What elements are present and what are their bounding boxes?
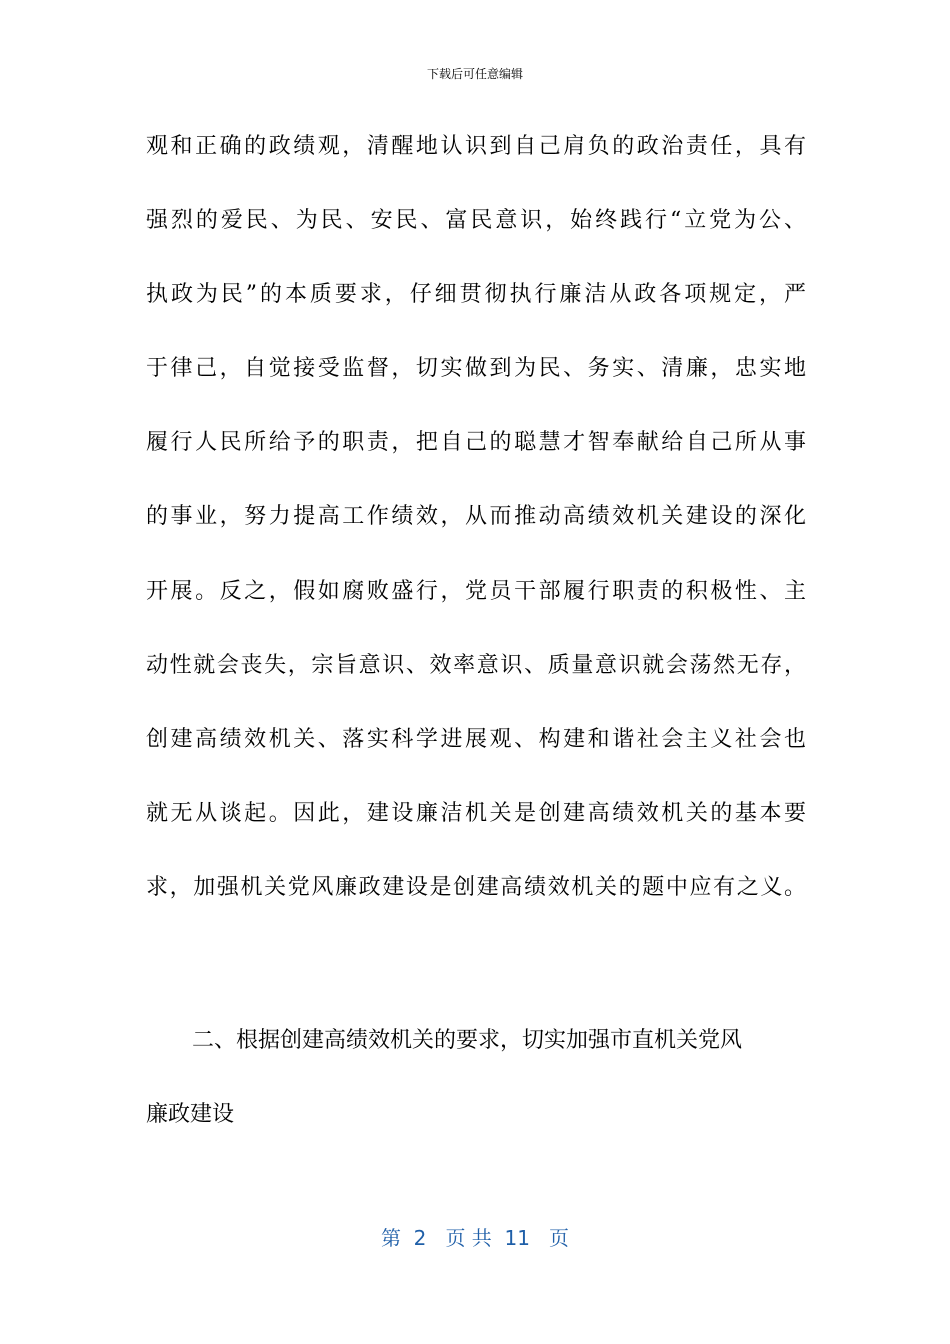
body-line: 履行人民所给予的职责，把自己的聪慧才智奉献给自己所从事 [146, 430, 806, 456]
body-line: 开展。反之，假如腐败盛行，党员干部履行职责的积极性、主 [146, 578, 806, 604]
body-line: 执政为民”的本质要求，仔细贯彻执行廉洁从政各项规定，严 [146, 282, 806, 308]
page-number-footer: 第 2 页 共 11 页 [380, 1226, 570, 1250]
section-heading-line-1: 二、根据创建高绩效机关的要求，切实加强市直机关党风 [192, 1028, 743, 1053]
body-line: 创建高绩效机关、落实科学进展观、构建和谐社会主义社会也 [146, 726, 806, 752]
section-heading [146, 1022, 806, 1170]
body-line: 就无从谈起。因此，建设廉洁机关是创建高绩效机关的基本要 [146, 800, 806, 826]
section-heading-line-2: 廉政建设 [146, 1102, 235, 1128]
body-line: 强烈的爱民、为民、安民、富民意识，始终践行“立党为公、 [146, 208, 806, 234]
body-line: 观和正确的政绩观，清醒地认识到自己肩负的政治责任，具有 [146, 134, 806, 159]
page-header-note: 下载后可任意编辑 [426, 67, 523, 81]
body-line: 于律己，自觉接受监督，切实做到为民、务实、清廉，忠实地 [146, 356, 806, 382]
body-paragraph [146, 128, 806, 943]
body-line: 动性就会丧失，宗旨意识、效率意识、质量意识就会荡然无存， [146, 652, 806, 678]
body-line: 求，加强机关党风廉政建设是创建高绩效机关的题中应有之义。 [146, 874, 806, 900]
body-line: 的事业，努力提高工作绩效，从而推动高绩效机关建设的深化 [146, 504, 806, 530]
